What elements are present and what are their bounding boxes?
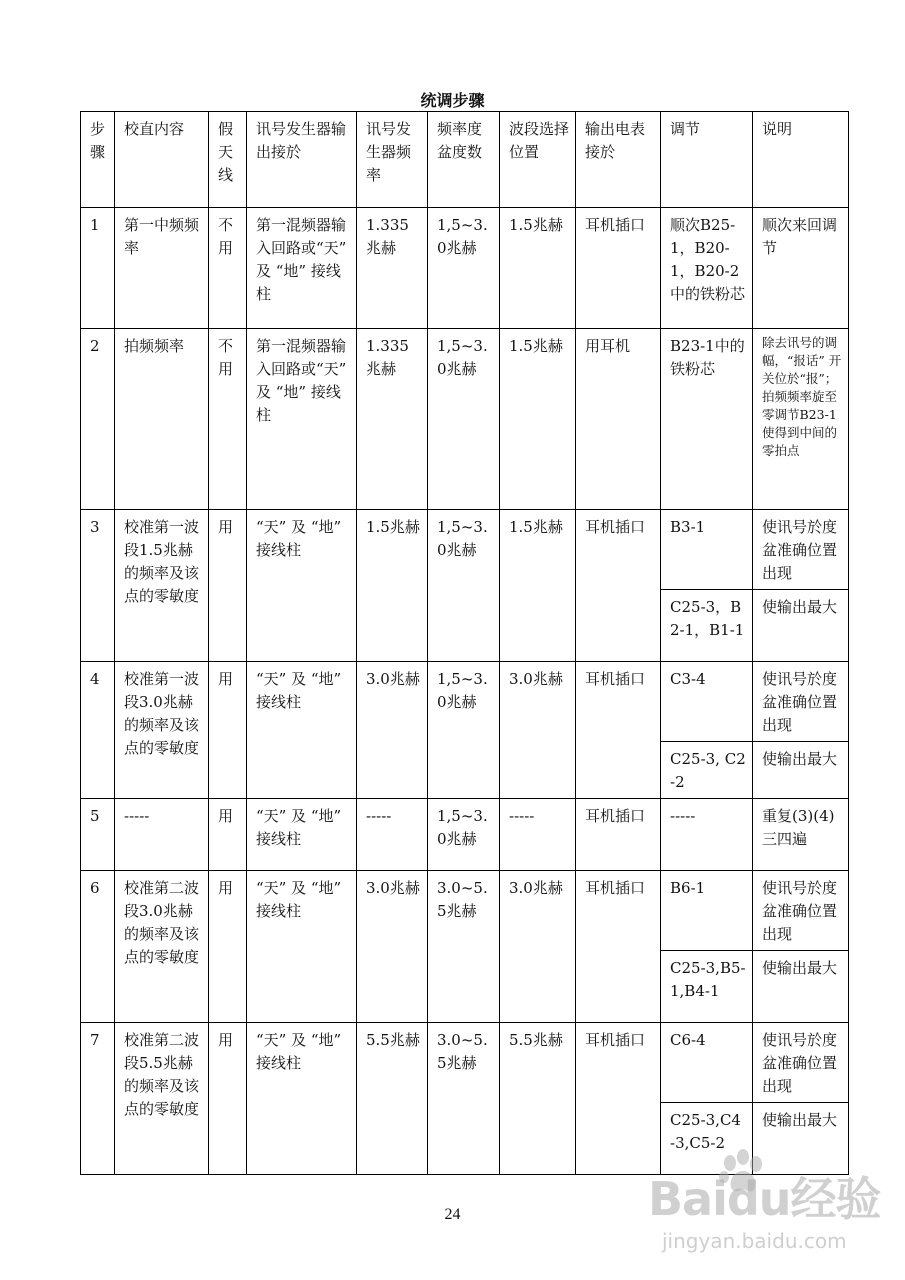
content-cell: ----- [115, 799, 209, 871]
band-cell: 1.5兆赫 [500, 329, 576, 510]
table-row [81, 208, 849, 329]
meter-cell: 耳机插口 [576, 208, 661, 329]
table-row [81, 662, 849, 742]
output-cell: “天” 及 “地” 接线柱 [247, 662, 357, 799]
adjust-cell: B23-1中的铁粉芯 [661, 329, 753, 510]
step-cell: 2 [81, 329, 115, 510]
antenna-cell: 不用 [209, 329, 247, 510]
page-number: 24 [444, 1206, 461, 1223]
dial-cell: 1,5~3.0兆赫 [428, 662, 500, 799]
output-cell: “天” 及 “地” 接线柱 [247, 871, 357, 1023]
output-cell: “天” 及 “地” 接线柱 [247, 510, 357, 662]
header-cell: 波段选择位置 [500, 112, 576, 208]
note-cell: 使讯号於度盆准确位置出现 [753, 510, 849, 590]
header-cell: 调节 [661, 112, 753, 208]
header-cell: 讯号发生器频率 [357, 112, 428, 208]
meter-cell: 耳机插口 [576, 1023, 661, 1175]
header-cell: 频率度盆度数 [428, 112, 500, 208]
table-row [81, 1023, 849, 1103]
adjust-cell: C25-3, C2-2 [661, 742, 753, 799]
header-cell: 校直内容 [115, 112, 209, 208]
header-cell: 说明 [753, 112, 849, 208]
step-cell: 4 [81, 662, 115, 799]
dial-cell: 3.0~5.5兆赫 [428, 871, 500, 1023]
content-cell: 校准第一波段1.5兆赫的频率及该点的零敏度 [115, 510, 209, 662]
table-row [81, 329, 849, 510]
table-row [81, 871, 849, 951]
note-cell: 除去讯号的调幅，“报话” 开关位於“报”；拍频频率旋至零调节B23-1使得到中间的零拍点 [753, 329, 849, 510]
band-cell: 3.0兆赫 [500, 871, 576, 1023]
antenna-cell: 用 [209, 510, 247, 662]
meter-cell: 耳机插口 [576, 871, 661, 1023]
antenna-cell: 用 [209, 1023, 247, 1175]
note-cell: 使讯号於度盆准确位置出现 [753, 662, 849, 742]
band-cell: 1.5兆赫 [500, 208, 576, 329]
table-row [81, 510, 849, 590]
header-cell: 步骤 [81, 112, 115, 208]
freq-cell: 3.0兆赫 [357, 871, 428, 1023]
meter-cell: 耳机插口 [576, 799, 661, 871]
baidu-jingyan-watermark [648, 1145, 898, 1265]
adjust-cell: B6-1 [661, 871, 753, 951]
note-cell: 使输出最大 [753, 951, 849, 1023]
step-cell: 5 [81, 799, 115, 871]
antenna-cell: 用 [209, 662, 247, 799]
step-cell: 6 [81, 871, 115, 1023]
antenna-cell: 不用 [209, 208, 247, 329]
page-title: 统调步骤 [420, 91, 485, 110]
note-cell: 重复(3)(4)三四遍 [753, 799, 849, 871]
freq-cell: 5.5兆赫 [357, 1023, 428, 1175]
adjust-cell: C6-4 [661, 1023, 753, 1103]
dial-cell: 1,5~3.0兆赫 [428, 208, 500, 329]
freq-cell: 1.335兆赫 [357, 208, 428, 329]
note-cell: 使输出最大 [753, 742, 849, 799]
band-cell: 1.5兆赫 [500, 510, 576, 662]
freq-cell: 1.335兆赫 [357, 329, 428, 510]
dial-cell: 1,5~3.0兆赫 [428, 329, 500, 510]
watermark-url: jingyan.baidu.com [662, 1229, 847, 1253]
output-cell: 第一混频器输入回路或“天” 及 “地” 接线柱 [247, 208, 357, 329]
adjust-cell: C25-3，B2-1，B1-1 [661, 590, 753, 662]
adjust-cell: C25-3,B5-1,B4-1 [661, 951, 753, 1023]
content-cell: 校准第二波段3.0兆赫的频率及该点的零敏度 [115, 871, 209, 1023]
output-cell: 第一混频器输入回路或“天” 及 “地” 接线柱 [247, 329, 357, 510]
band-cell: ----- [500, 799, 576, 871]
step-cell: 7 [81, 1023, 115, 1175]
freq-cell: 1.5兆赫 [357, 510, 428, 662]
band-cell: 5.5兆赫 [500, 1023, 576, 1175]
adjust-cell: ----- [661, 799, 753, 871]
dial-cell: 3.0~5.5兆赫 [428, 1023, 500, 1175]
table-row [81, 799, 849, 871]
antenna-cell: 用 [209, 871, 247, 1023]
note-cell: 使讯号於度盆准确位置出现 [753, 871, 849, 951]
note-cell: 顺次来回调节 [753, 208, 849, 329]
adjust-cell: C3-4 [661, 662, 753, 742]
content-cell: 校准第一波段3.0兆赫的频率及该点的零敏度 [115, 662, 209, 799]
output-cell: “天” 及 “地” 接线柱 [247, 1023, 357, 1175]
step-cell: 3 [81, 510, 115, 662]
freq-cell: 3.0兆赫 [357, 662, 428, 799]
note-cell: 使输出最大 [753, 1103, 849, 1175]
header-cell: 输出电表接於 [576, 112, 661, 208]
adjust-cell: B3-1 [661, 510, 753, 590]
antenna-cell: 用 [209, 799, 247, 871]
calibration-table [80, 111, 849, 1175]
dial-cell: 1,5~3.0兆赫 [428, 799, 500, 871]
output-cell: “天” 及 “地” 接线柱 [247, 799, 357, 871]
watermark-logo: Baidu经验 [648, 1172, 881, 1226]
note-cell: 使输出最大 [753, 590, 849, 662]
adjust-cell: C25-3,C4-3,C5-2 [661, 1103, 753, 1175]
adjust-cell: 顺次B25-1，B20-1，B20-2中的铁粉芯 [661, 208, 753, 329]
meter-cell: 耳机插口 [576, 662, 661, 799]
content-cell: 第一中频频率 [115, 208, 209, 329]
band-cell: 3.0兆赫 [500, 662, 576, 799]
meter-cell: 用耳机 [576, 329, 661, 510]
freq-cell: ----- [357, 799, 428, 871]
meter-cell: 耳机插口 [576, 510, 661, 662]
step-cell: 1 [81, 208, 115, 329]
header-cell: 讯号发生器输出接於 [247, 112, 357, 208]
dial-cell: 1,5~3.0兆赫 [428, 510, 500, 662]
table-header-row [81, 112, 849, 208]
content-cell: 校准第二波段5.5兆赫的频率及该点的零敏度 [115, 1023, 209, 1175]
header-cell: 假天线 [209, 112, 247, 208]
note-cell: 使讯号於度盆准确位置出现 [753, 1023, 849, 1103]
content-cell: 拍频频率 [115, 329, 209, 510]
